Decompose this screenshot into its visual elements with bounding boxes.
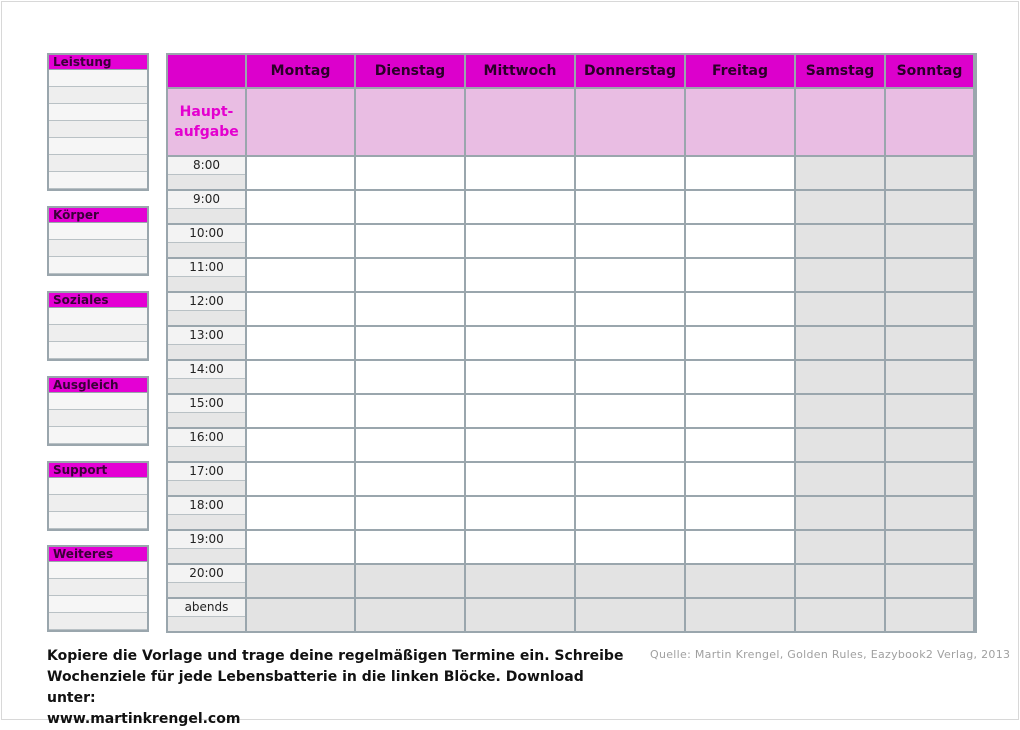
schedule-cell[interactable]: [686, 395, 794, 427]
goal-line[interactable]: [49, 579, 147, 596]
goal-line[interactable]: [49, 240, 147, 257]
time-label: 12:00: [189, 294, 224, 308]
category-label: Soziales: [49, 293, 147, 308]
goal-line[interactable]: [49, 325, 147, 342]
day-header-freitag: Freitag: [686, 55, 794, 87]
schedule-cell[interactable]: [886, 157, 973, 189]
half-hour-line: [168, 446, 245, 461]
half-hour-line: [168, 344, 245, 359]
schedule-cell[interactable]: [796, 259, 884, 291]
goal-line[interactable]: [49, 87, 147, 104]
goal-line[interactable]: [49, 410, 147, 427]
time-label: 20:00: [189, 566, 224, 580]
schedule-cell[interactable]: [686, 531, 794, 563]
time-label: 8:00: [193, 158, 220, 172]
schedule-cell[interactable]: [686, 327, 794, 359]
schedule-cell[interactable]: [576, 463, 684, 495]
category-block-weiteres: [47, 545, 149, 632]
schedule-cell[interactable]: [466, 463, 574, 495]
schedule-cell[interactable]: [247, 225, 354, 257]
schedule-cell[interactable]: [686, 463, 794, 495]
schedule-cell[interactable]: [576, 531, 684, 563]
schedule-cell[interactable]: [356, 599, 464, 631]
goal-line[interactable]: [49, 393, 147, 410]
time-label: 19:00: [189, 532, 224, 546]
time-label: abends: [184, 600, 229, 614]
main-task-cell-montag[interactable]: [247, 89, 354, 155]
schedule-cell[interactable]: [247, 327, 354, 359]
time-slot-label: [168, 191, 245, 223]
schedule-cell[interactable]: [247, 531, 354, 563]
half-hour-line: [168, 242, 245, 257]
half-hour-line: [168, 582, 245, 597]
half-hour-line: [168, 480, 245, 495]
schedule-cell[interactable]: [466, 361, 574, 393]
time-slot-label: [168, 531, 245, 563]
goal-line[interactable]: [49, 495, 147, 512]
schedule-cell[interactable]: [686, 565, 794, 597]
schedule-cell[interactable]: [886, 293, 973, 325]
schedule-cell[interactable]: [466, 565, 574, 597]
goal-line[interactable]: [49, 512, 147, 529]
time-label: 11:00: [189, 260, 224, 274]
schedule-cell[interactable]: [356, 531, 464, 563]
schedule-cell[interactable]: [356, 565, 464, 597]
schedule-cell[interactable]: [576, 191, 684, 223]
schedule-cell[interactable]: [466, 531, 574, 563]
goal-line[interactable]: [49, 613, 147, 630]
main-task-cell-donnerstag[interactable]: [576, 89, 684, 155]
time-label: 9:00: [193, 192, 220, 206]
half-hour-line: [168, 514, 245, 529]
category-block-krper: [47, 206, 149, 276]
half-hour-line: [168, 276, 245, 291]
goal-line[interactable]: [49, 427, 147, 444]
schedule-cell[interactable]: [796, 361, 884, 393]
goal-line[interactable]: [49, 562, 147, 579]
schedule-cell[interactable]: [247, 565, 354, 597]
schedule-cell[interactable]: [247, 463, 354, 495]
schedule-cell[interactable]: [576, 429, 684, 461]
half-hour-line: [168, 616, 245, 631]
time-slot-label: [168, 565, 245, 597]
goal-line[interactable]: [49, 342, 147, 359]
schedule-cell[interactable]: [466, 293, 574, 325]
schedule-cell[interactable]: [356, 191, 464, 223]
schedule-cell[interactable]: [576, 225, 684, 257]
time-slot-label: [168, 361, 245, 393]
schedule-cell[interactable]: [796, 395, 884, 427]
schedule-cell[interactable]: [886, 361, 973, 393]
instructions-line-2: Wochenziele für jede Lebensbatterie in die linken Blöcke. Download unter:: [47, 669, 584, 706]
main-task-cell-dienstag[interactable]: [356, 89, 464, 155]
main-task-cell-mittwoch[interactable]: [466, 89, 574, 155]
schedule-cell[interactable]: [466, 497, 574, 529]
time-label: 18:00: [189, 498, 224, 512]
schedule-cell[interactable]: [886, 531, 973, 563]
day-header-samstag: Samstag: [796, 55, 884, 87]
time-slot-label: [168, 259, 245, 291]
schedule-cell[interactable]: [356, 429, 464, 461]
goal-line[interactable]: [49, 104, 147, 121]
schedule-cell[interactable]: [886, 259, 973, 291]
category-label: Weiteres: [49, 547, 147, 562]
half-hour-line: [168, 310, 245, 325]
category-label: Körper: [49, 208, 147, 223]
day-header-dienstag: Dienstag: [356, 55, 464, 87]
schedule-cell[interactable]: [247, 293, 354, 325]
schedule-cell[interactable]: [796, 429, 884, 461]
schedule-cell[interactable]: [356, 497, 464, 529]
goal-line[interactable]: [49, 257, 147, 274]
schedule-cell[interactable]: [576, 327, 684, 359]
schedule-cell[interactable]: [576, 497, 684, 529]
day-header-donnerstag: Donnerstag: [576, 55, 684, 87]
schedule-cell[interactable]: [247, 361, 354, 393]
schedule-cell[interactable]: [356, 259, 464, 291]
schedule-cell[interactable]: [356, 225, 464, 257]
schedule-cell[interactable]: [686, 293, 794, 325]
time-label: 14:00: [189, 362, 224, 376]
time-label: 17:00: [189, 464, 224, 478]
schedule-cell[interactable]: [247, 599, 354, 631]
day-header-sonntag: Sonntag: [886, 55, 973, 87]
time-label: 13:00: [189, 328, 224, 342]
weekly-planner-table: [166, 53, 977, 633]
instructions-line-1: Kopiere die Vorlage und trage deine regelmäßigen Termine ein. Schreibe: [47, 648, 624, 664]
time-slot-label: [168, 225, 245, 257]
schedule-cell[interactable]: [886, 497, 973, 529]
schedule-cell[interactable]: [356, 157, 464, 189]
schedule-cell[interactable]: [466, 395, 574, 427]
schedule-cell[interactable]: [466, 157, 574, 189]
schedule-cell[interactable]: [686, 157, 794, 189]
category-label: Ausgleich: [49, 378, 147, 393]
category-block-support: [47, 461, 149, 531]
schedule-cell[interactable]: [686, 361, 794, 393]
schedule-cell[interactable]: [466, 259, 574, 291]
time-label: 15:00: [189, 396, 224, 410]
schedule-cell[interactable]: [576, 599, 684, 631]
goal-line[interactable]: [49, 172, 147, 189]
main-task-cell-freitag[interactable]: [686, 89, 794, 155]
schedule-cell[interactable]: [576, 157, 684, 189]
schedule-cell[interactable]: [576, 361, 684, 393]
download-link[interactable]: www.martinkrengel.com: [47, 711, 241, 727]
schedule-cell[interactable]: [796, 463, 884, 495]
schedule-cell[interactable]: [466, 429, 574, 461]
half-hour-line: [168, 208, 245, 223]
schedule-cell[interactable]: [466, 191, 574, 223]
goal-line[interactable]: [49, 596, 147, 613]
category-block-ausgleich: [47, 376, 149, 446]
schedule-cell[interactable]: [796, 191, 884, 223]
day-header-montag: Montag: [247, 55, 354, 87]
day-header-mittwoch: Mittwoch: [466, 55, 574, 87]
schedule-cell[interactable]: [796, 599, 884, 631]
time-slot-label: [168, 293, 245, 325]
schedule-cell[interactable]: [356, 327, 464, 359]
schedule-cell[interactable]: [886, 225, 973, 257]
goal-line[interactable]: [49, 308, 147, 325]
time-slot-label: [168, 599, 245, 631]
category-label: Leistung: [49, 55, 147, 70]
time-slot-label: [168, 157, 245, 189]
schedule-cell[interactable]: [356, 361, 464, 393]
schedule-cell[interactable]: [686, 599, 794, 631]
goal-line[interactable]: [49, 155, 147, 172]
schedule-cell[interactable]: [686, 191, 794, 223]
schedule-cell[interactable]: [576, 293, 684, 325]
schedule-cell[interactable]: [356, 463, 464, 495]
schedule-cell[interactable]: [686, 259, 794, 291]
schedule-cell[interactable]: [576, 395, 684, 427]
time-slot-label: [168, 327, 245, 359]
schedule-cell[interactable]: [466, 599, 574, 631]
category-block-soziales: [47, 291, 149, 361]
half-hour-line: [168, 412, 245, 427]
schedule-cell[interactable]: [356, 395, 464, 427]
header-corner: [168, 55, 245, 87]
schedule-cell[interactable]: [886, 191, 973, 223]
schedule-cell[interactable]: [886, 429, 973, 461]
schedule-cell[interactable]: [247, 259, 354, 291]
schedule-cell[interactable]: [796, 497, 884, 529]
schedule-cell[interactable]: [796, 225, 884, 257]
schedule-cell[interactable]: [247, 191, 354, 223]
category-label: Support: [49, 463, 147, 478]
goal-line[interactable]: [49, 138, 147, 155]
schedule-cell[interactable]: [796, 327, 884, 359]
schedule-cell[interactable]: [356, 293, 464, 325]
schedule-cell[interactable]: [466, 327, 574, 359]
goal-line[interactable]: [49, 478, 147, 495]
schedule-cell[interactable]: [886, 463, 973, 495]
schedule-cell[interactable]: [686, 497, 794, 529]
half-hour-line: [168, 548, 245, 563]
time-slot-label: [168, 429, 245, 461]
schedule-cell[interactable]: [886, 599, 973, 631]
goal-line[interactable]: [49, 121, 147, 138]
schedule-cell[interactable]: [796, 157, 884, 189]
half-hour-line: [168, 378, 245, 393]
main-task-cell-samstag[interactable]: [796, 89, 884, 155]
schedule-cell[interactable]: [576, 259, 684, 291]
time-label: 16:00: [189, 430, 224, 444]
schedule-cell[interactable]: [886, 395, 973, 427]
schedule-cell[interactable]: [247, 157, 354, 189]
half-hour-line: [168, 174, 245, 189]
main-task-cell-sonntag[interactable]: [886, 89, 973, 155]
schedule-cell[interactable]: [466, 225, 574, 257]
schedule-cell[interactable]: [796, 293, 884, 325]
category-block-leistung: [47, 53, 149, 191]
main-task-label: Haupt- aufgabe: [168, 89, 245, 155]
schedule-cell[interactable]: [576, 565, 684, 597]
schedule-cell[interactable]: [796, 565, 884, 597]
schedule-cell[interactable]: [886, 327, 973, 359]
time-slot-label: [168, 463, 245, 495]
schedule-cell[interactable]: [247, 497, 354, 529]
time-label: 10:00: [189, 226, 224, 240]
schedule-cell[interactable]: [686, 225, 794, 257]
schedule-cell[interactable]: [247, 429, 354, 461]
goal-line[interactable]: [49, 70, 147, 87]
schedule-cell[interactable]: [886, 565, 973, 597]
time-slot-label: [168, 497, 245, 529]
goal-line[interactable]: [49, 223, 147, 240]
source-credit: Quelle: Martin Krengel, Golden Rules, Eazybook2 Verlag, 2013: [650, 648, 1011, 661]
schedule-cell[interactable]: [247, 395, 354, 427]
time-slot-label: [168, 395, 245, 427]
instructions-text: [47, 646, 627, 730]
schedule-cell[interactable]: [796, 531, 884, 563]
schedule-cell[interactable]: [686, 429, 794, 461]
